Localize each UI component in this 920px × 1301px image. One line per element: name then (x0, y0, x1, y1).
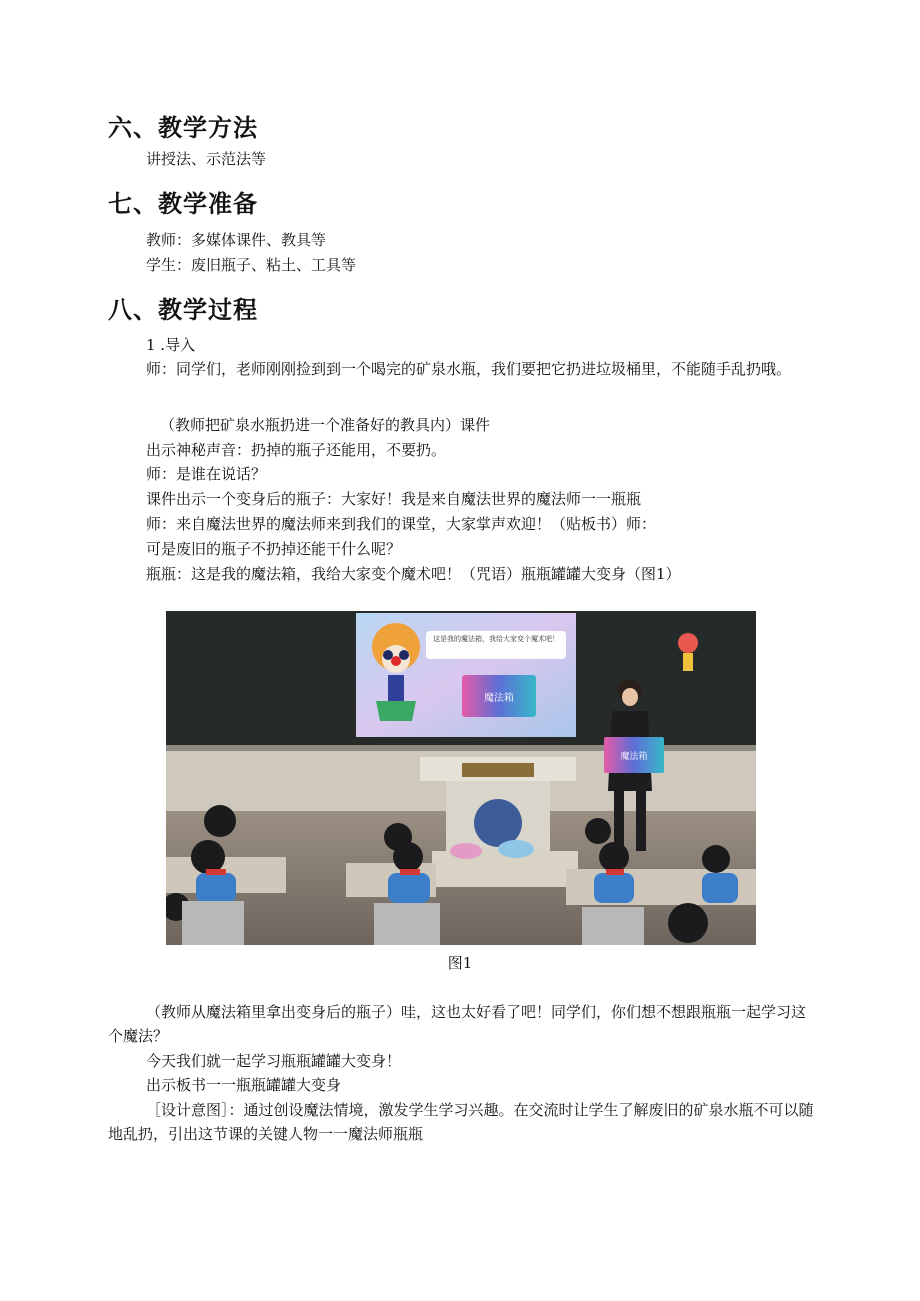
after-line: 出示板书一一瓶瓶罐罐大变身 (146, 1076, 342, 1094)
classroom-photo (166, 611, 756, 945)
process-line: 出示神秘声音：扔掉的瓶子还能用，不要扔。 (146, 441, 447, 459)
process-paragraph: 师：同学们，老师刚刚捡到到一个喝完的矿泉水瓶，我们要把它扔进垃圾桶里，不能随手乱扔哦。 (146, 360, 792, 378)
after-paragraph: （教师从魔法箱里拿出变身后的瓶子）哇，这也太好看了吧！同学们，你们想不想跟瓶瓶一起学习这个魔法？ (108, 1003, 807, 1045)
preparation-teacher: 教师：多媒体课件、教具等 (146, 231, 327, 249)
methods-text: 讲授法、示范法等 (146, 150, 267, 168)
design-intent-paragraph: ［设计意图］：通过创设魔法情境，激发学生学习兴趣。在交流时让学生了解废旧的矿泉水瓶不可以随地乱扔，引出这节课的关键人物一一魔法师瓶瓶 (108, 1101, 814, 1143)
section-heading-methods: 六、教学方法 (108, 114, 258, 142)
process-line: 瓶瓶：这是我的魔法箱，我给大家变个魔术吧！（咒语）瓶瓶罐罐大变身（图1） (146, 565, 681, 583)
preparation-student: 学生：废旧瓶子、粘土、工具等 (146, 256, 357, 274)
process-line: （教师把矿泉水瓶扔进一个准备好的教具内）课件 (160, 416, 491, 434)
process-line: 师：是谁在说话？ (146, 465, 267, 483)
process-line: 可是废旧的瓶子不扔掉还能干什么呢？ (146, 540, 402, 558)
held-box-label: 魔法箱 (620, 752, 648, 762)
after-line: 今天我们就一起学习瓶瓶罐罐大变身！ (146, 1052, 402, 1070)
classroom-illustration (166, 611, 756, 945)
step-intro-label: 1 .导入 (146, 336, 196, 354)
section-heading-process: 八、教学过程 (108, 296, 258, 324)
section-heading-preparation: 七、教学准备 (108, 190, 258, 218)
process-line: 课件出示一个变身后的瓶子：大家好！我是来自魔法世界的魔法师一一瓶瓶 (146, 490, 642, 508)
slide-box-label: 魔法箱 (484, 693, 514, 704)
process-line: 师：来自魔法世界的魔法师来到我们的课堂，大家掌声欢迎！（贴板书）师： (146, 515, 657, 533)
figure-caption: 图1 (447, 954, 473, 972)
slide-bubble-text: 这是我的魔法箱，我给大家变个魔术吧！ (433, 635, 559, 643)
